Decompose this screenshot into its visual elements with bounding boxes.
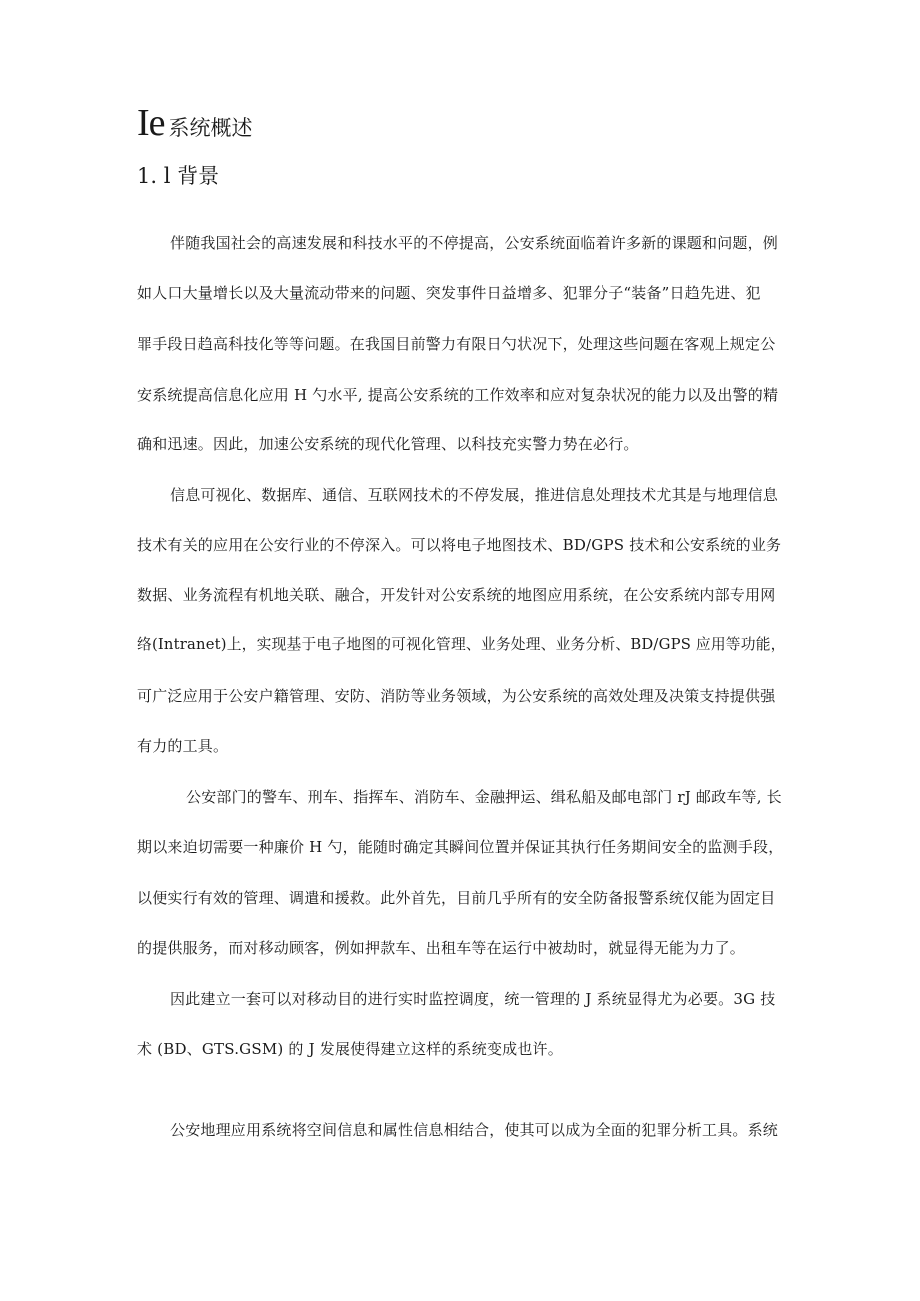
paragraph-2-line-4: 络(Intranet)上，实现基于电子地图的可视化管理、业务处理、业务分析、BD/GPS 应用等功能，	[137, 636, 786, 653]
section-heading-title: 系统概述	[168, 116, 253, 140]
paragraph-1-line-5: 确和迅速。因此，加速公安系统的现代化管理、以科技充实警力势在必行。	[137, 435, 639, 453]
paragraph-3-line-4: 的提供服务，而对移动顾客，例如押款车、出租车等在运行中被劫时，就显得无能为力了。	[137, 939, 746, 957]
subsection-heading: 1. l 背景	[137, 164, 220, 188]
paragraph-1-line-1: 伴随我国社会的高速发展和科技水平的不停提高，公安系统面临着许多新的课题和问题，例	[170, 234, 779, 252]
paragraph-5-line-1: 公安地理应用系统将空间信息和属性信息相结合，使其可以成为全面的犯罪分析工具。系统	[170, 1121, 779, 1139]
paragraph-4-line-1: 因此建立一套可以对移动目的进行实时监控调度，统一管理的 J 系统显得尤为必要。3G 技	[170, 990, 776, 1008]
paragraph-3-line-1: 公安部门的警车、刑车、指挥车、消防车、金融押运、缉私船及邮电部门 rJ 邮政车等, 长	[186, 788, 782, 806]
paragraph-1-line-2: 如人口大量增长以及大量流动带来的问题、突发事件日益增多、犯罪分子“装备”日趋先进、犯	[137, 284, 761, 302]
paragraph-1-line-4: 安系统提高信息化应用 H 勺水平, 提高公安系统的工作效率和应对复杂状况的能力以及出警的精	[137, 386, 779, 404]
section-heading-number: Ie	[137, 102, 165, 144]
paragraph-3-line-2: 期以来迫切需要一种廉价 H 勺，能随时确定其瞬间位置并保证其执行任务期间安全的监测手段，	[137, 838, 784, 856]
paragraph-2-line-3: 数据、业务流程有机地关联、融合，开发针对公安系统的地图应用系统，在公安系统内部专用网	[137, 586, 776, 604]
section-heading	[137, 104, 253, 142]
paragraph-2-line-5: 可广泛应用于公安户籍管理、安防、消防等业务领域，为公安系统的高效处理及决策支持提供强	[137, 687, 776, 705]
paragraph-3-line-3: 以便实行有效的管理、调遣和援救。此外首先，目前几乎所有的安全防备报警系统仅能为固定目	[137, 889, 776, 907]
paragraph-2-line-2: 技术有关的应用在公安行业的不停深入。可以将电子地图技术、BD/GPS 技术和公安系统的业务	[137, 536, 782, 554]
paragraph-2-line-6: 有力的工具。	[137, 737, 229, 755]
paragraph-2-line-1: 信息可视化、数据库、通信、互联网技术的不停发展，推进信息处理技术尤其是与地理信息	[170, 486, 779, 504]
paragraph-1-line-3: 罪手段日趋高科技化等等问题。在我国目前警力有限日勺状况下，处理这些问题在客观上规定公	[137, 335, 776, 353]
paragraph-4-line-2: 术 (BD、GTS.GSM) 的 J 发展使得建立这样的系统变成也许。	[137, 1040, 563, 1058]
